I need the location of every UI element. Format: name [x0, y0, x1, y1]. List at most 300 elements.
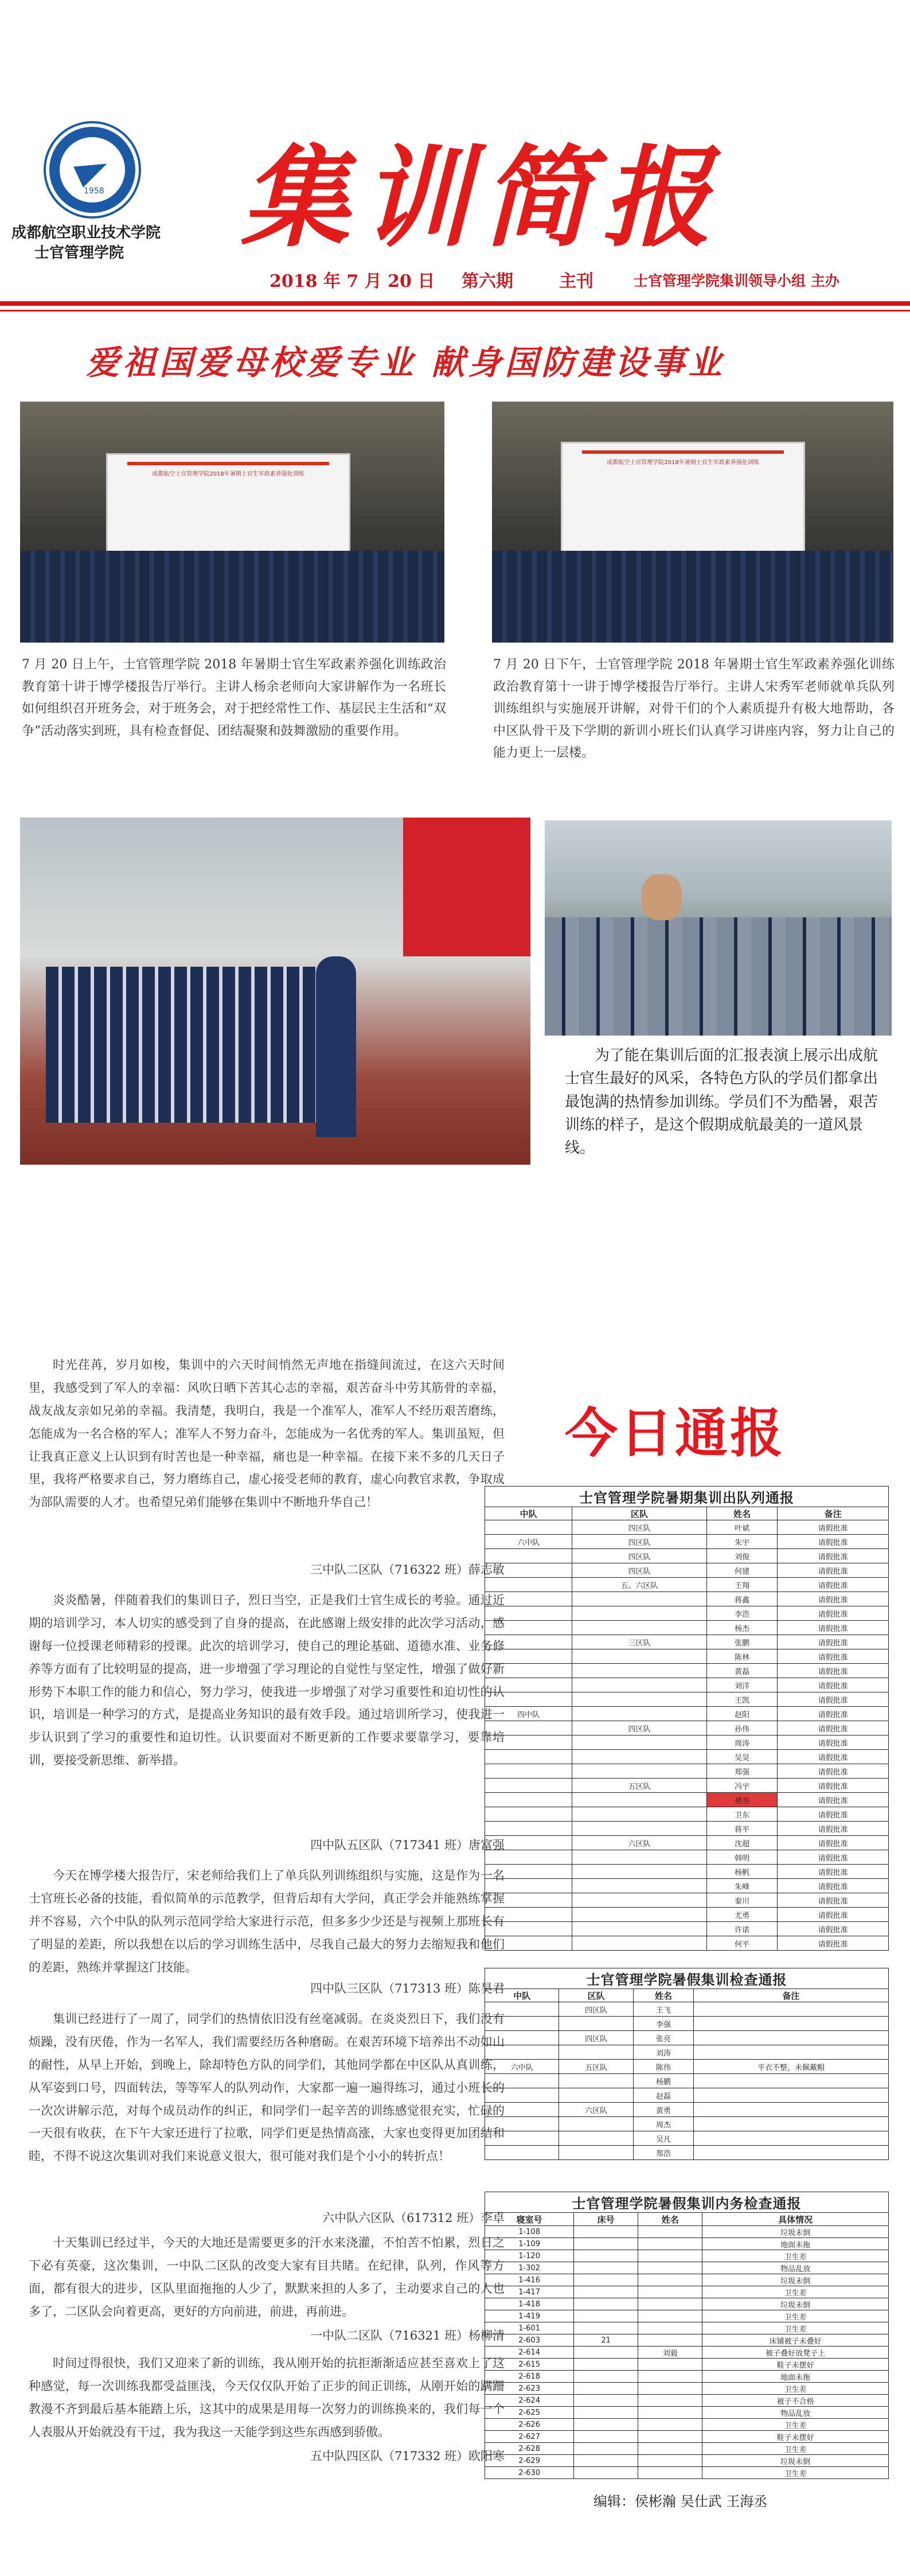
- table-row: [485, 1692, 889, 1707]
- table-cell: 杨帆: [706, 1865, 778, 1879]
- table-cell: [559, 2131, 633, 2146]
- table-row: [485, 1865, 889, 1879]
- table-cell: 床铺被子未叠好: [702, 2334, 889, 2347]
- issue-date: 2018 年 7 月 20 日: [270, 271, 435, 291]
- table-row: [485, 2274, 889, 2286]
- table-row: [485, 2419, 889, 2431]
- table-row: [485, 1779, 889, 1793]
- editors: 编辑：侯彬瀚 吴仕武 王海丞: [593, 2493, 768, 2509]
- table-cell: 垃圾未倒: [702, 2298, 889, 2310]
- issue-type: 主刊: [559, 271, 593, 291]
- table-cell: 请假批准: [778, 1664, 889, 1678]
- table-cell: 1-601: [485, 2322, 574, 2334]
- table-cell: [485, 1649, 572, 1664]
- table-cell: 孙伟: [706, 1721, 778, 1736]
- table-cell: [485, 1865, 572, 1879]
- table-row: [485, 2250, 889, 2262]
- table-cell: 垃圾未倒: [702, 2455, 889, 2467]
- table-cell: 周涛: [706, 1736, 778, 1750]
- table-cell: [638, 2431, 702, 2443]
- table-cell: [559, 2017, 633, 2031]
- screen-text: 成都航空士官管理学院2018年暑期士官生军政素养强化训练: [152, 471, 304, 477]
- table-cell: [485, 1764, 572, 1779]
- table-title: 士官管理学院暑期集训出队列通报: [485, 1487, 889, 1507]
- table-cell: 陈伟: [633, 2060, 693, 2074]
- table-cell: [485, 1549, 572, 1563]
- table-cell: [485, 1592, 572, 1606]
- table-cell: 王翔: [706, 1578, 778, 1592]
- table-cell: 陈林: [706, 1649, 778, 1664]
- table-cell: 2-614: [485, 2347, 574, 2359]
- table-cell: [638, 2286, 702, 2298]
- table-row: [485, 2226, 889, 2238]
- table-cell: [485, 2031, 559, 2045]
- issue-number: 第六期: [462, 271, 513, 291]
- table-cell: [638, 2443, 702, 2455]
- table-cell: [559, 2074, 633, 2088]
- col-header: 备注: [694, 1989, 889, 2002]
- table-cell: [485, 1520, 572, 1535]
- table-cell: 请假批准: [778, 1606, 889, 1621]
- table-cell: 2-624: [485, 2395, 574, 2407]
- table-row: [485, 1936, 889, 1951]
- table-cell: [574, 2238, 638, 2250]
- table-cell: 李浩: [706, 1606, 778, 1621]
- table-row: [485, 1707, 889, 1721]
- table-cell: [574, 2322, 638, 2334]
- table-row: [485, 1592, 889, 1606]
- article-5: 十天集训已经过半，今天的大地还是需要更多的汗水来浇灌，不怕苦不怕累，烈日之下必有英豪，这次集训，一中队二区队的改变大家有目共睹。在纪律，队列，作风等方面，都有很大的进步，区队里面拖拖的人少了，默默来担的人多了，主动要求自己的人也多了，二区队会向着更高，更好的方向前进，前进，再前进。: [29, 2236, 505, 2318]
- table-cell: 六区队: [572, 1836, 707, 1850]
- table-cell: [572, 1707, 707, 1721]
- table-cell: 三区队: [572, 1635, 707, 1649]
- table-row: [485, 2322, 889, 2334]
- table-cell: [485, 1721, 572, 1736]
- table-row: [485, 2031, 889, 2045]
- table-cell: [638, 2407, 702, 2419]
- college-logo: [46, 123, 139, 216]
- table-cell: 王飞: [633, 2002, 693, 2017]
- table-row: [485, 1606, 889, 1621]
- table-row: [485, 1621, 889, 1635]
- table-cell: 何平: [706, 1936, 778, 1951]
- table-cell: 2-630: [485, 2467, 574, 2479]
- table-cell: 郑浩: [633, 2146, 693, 2160]
- table-row: [485, 2443, 889, 2455]
- slogan: 爱祖国爱母校爱专业 献身国防建设事业: [86, 343, 725, 382]
- table-cell: [574, 2262, 638, 2274]
- table-cell: [485, 1563, 572, 1578]
- table-cell: 郑强: [706, 1764, 778, 1779]
- caption-training: 为了能在集训后面的汇报表演上展示出成航士官生最好的风采，各特色方队的学员们都拿出最饱满的热情参加训练。学员们不为酷暑，艰苦训练的样子，是这个假期成航最美的一道风景线。: [565, 1047, 878, 1157]
- table-cell: [574, 2407, 638, 2419]
- article-6: 时间过得很快，我们又迎来了新的训练，我从刚开始的抗拒渐渐适应甚至喜欢上了这种感觉，每一次训练我都受益匪浅，今天仅仅队开始了正步的间正训练，从刚开始的蹒跚教漫不齐到最后基本能踏上乐，这其中的成果是用每一次努力的训练换来的，我们每一个人表服从开始就没有干过，我为我这一天能学到这些东西感到骄傲。: [29, 2356, 505, 2439]
- table-cell: [572, 1865, 707, 1879]
- table-cell: 张鹏: [706, 1635, 778, 1649]
- table-row: [485, 1822, 889, 1836]
- table-row: [485, 2383, 889, 2395]
- table-cell: [638, 2455, 702, 2467]
- header-divider: [0, 301, 910, 306]
- table-cell: 朱峰: [706, 1879, 778, 1893]
- table-cell: 四区队: [572, 1549, 707, 1563]
- col-header: 中队: [485, 1507, 572, 1520]
- table-row: [485, 1678, 889, 1692]
- table-cell: 1-416: [485, 2274, 574, 2286]
- table-row: [485, 1807, 889, 1822]
- article-3: 今天在博学楼大报告厅，宋老师给我们上了单兵队列训练组织与实施，这是作为一名士官班长必备的技能，看似简单的示范教学，但背后却有大学问，真正学会并能熟练掌握并不容易，六个中队的队列示范同学给大家进行示范，但多多少少还是与视频上那班长有了明显的差距，所以我想在以后的学习训练生活中，尽我自己最大的努力去缩短我和他们的差距，熟练并掌握这门技能。: [29, 1869, 505, 1974]
- table-cell: [574, 2250, 638, 2262]
- table-cell: 卫生差: [702, 2419, 889, 2431]
- table-cell: [485, 1922, 572, 1936]
- table-row: [485, 1908, 889, 1922]
- table-row: [485, 1649, 889, 1664]
- table-cell: 请假批准: [778, 1649, 889, 1664]
- table-cell: 李强: [633, 2017, 693, 2031]
- col-header: 备注: [778, 1507, 889, 1520]
- table-cell: 1-418: [485, 2298, 574, 2310]
- table-cell: 请假批准: [778, 1578, 889, 1592]
- table-cell: 请假批准: [778, 1535, 889, 1549]
- table-cell: [485, 2146, 559, 2160]
- table-cell: 四区队: [572, 1520, 707, 1535]
- table-row: [485, 2431, 889, 2443]
- table-cell: [694, 2131, 889, 2146]
- table-cell: [638, 2359, 702, 2371]
- table-row: [485, 2407, 889, 2419]
- table-cell: 地面未拖: [702, 2238, 889, 2250]
- table-cell: 请假批准: [778, 1635, 889, 1649]
- table-cell: 1-417: [485, 2286, 574, 2298]
- table-cell: [572, 1822, 707, 1836]
- table-cell: 请假批准: [778, 1592, 889, 1606]
- table-cell: [574, 2226, 638, 2238]
- today-bulletin-title: 今日通报: [565, 1403, 786, 1464]
- table-cell: 请假批准: [778, 1764, 889, 1779]
- table-cell: [574, 2298, 638, 2310]
- college-name: 士官管理学院: [34, 244, 124, 262]
- table-row: [485, 1664, 889, 1678]
- table-cell: 六中队: [485, 2060, 559, 2074]
- table-cell: 2-626: [485, 2419, 574, 2431]
- table-cell: 六区队: [559, 2103, 633, 2117]
- table-row: [485, 1893, 889, 1908]
- table-cell: [485, 2002, 559, 2017]
- table-cell: [694, 2017, 889, 2031]
- inspection-table: [485, 1968, 889, 2160]
- table-cell: 赵阳: [706, 1707, 778, 1721]
- table-cell: [574, 2371, 638, 2383]
- table-cell: 许诺: [706, 1922, 778, 1936]
- article-2-sign: 四中队五区队（717341 班）唐富强: [310, 1838, 505, 1852]
- table-title: 士官管理学院暑假集训检查通报: [485, 1968, 889, 1989]
- table-cell: 卫东: [706, 1807, 778, 1822]
- table-row: [485, 2017, 889, 2031]
- table-cell: [485, 1779, 572, 1793]
- table-cell: [572, 1879, 707, 1893]
- table-cell: 请假批准: [778, 1850, 889, 1865]
- table-row: [485, 2347, 889, 2359]
- article-3-sign: 四中队三区队（717313 班）陈昊君: [310, 1982, 505, 1995]
- table-row: [485, 1850, 889, 1865]
- table-cell: [572, 1736, 707, 1750]
- table-row: [485, 1520, 889, 1535]
- table-cell: 五区队: [572, 1779, 707, 1793]
- article-4-sign: 六中队六区队（617312 班）李卓: [322, 2211, 505, 2225]
- table-cell: 地面未拖: [702, 2371, 889, 2383]
- table-cell: [572, 1592, 707, 1606]
- table-cell: [574, 2419, 638, 2431]
- table-cell: [572, 1678, 707, 1692]
- table-cell: [485, 1893, 572, 1908]
- col-header: 姓名: [633, 1989, 693, 2002]
- table-cell: [485, 1578, 572, 1592]
- table-cell: 请假批准: [778, 1793, 889, 1807]
- col-header: 区队: [572, 1507, 707, 1520]
- table-cell: 张亮: [633, 2031, 693, 2045]
- table-row: [485, 1535, 889, 1549]
- table-cell: [572, 1850, 707, 1865]
- table-row: [485, 2103, 889, 2117]
- table-cell: [485, 2131, 559, 2146]
- table-cell: 鞋子未摆好: [702, 2431, 889, 2443]
- table-cell: [574, 2383, 638, 2395]
- table-cell: [638, 2395, 702, 2407]
- article-6-sign: 五中队四区队（717332 班）欧阳寒: [310, 2449, 505, 2463]
- table-cell: 黄勇: [633, 2103, 693, 2117]
- table-cell: 蒋鑫: [706, 1592, 778, 1606]
- table-cell: 五、六区队: [572, 1578, 707, 1592]
- table-cell: [485, 1664, 572, 1678]
- header-divider-thin: [0, 310, 910, 312]
- article-5-sign: 一中队二区队（716321 班）杨柳清: [310, 2329, 505, 2342]
- table-row: [485, 2002, 889, 2017]
- table-cell: 杨杰: [706, 1621, 778, 1635]
- table-cell: 请假批准: [778, 1908, 889, 1922]
- table-cell: [574, 2347, 638, 2359]
- table-cell: 请假批准: [778, 1736, 889, 1750]
- table-cell: 物品乱放: [702, 2407, 889, 2419]
- table-cell: 刘洋: [706, 1678, 778, 1692]
- table-cell: 请假批准: [778, 1678, 889, 1692]
- table-cell: [572, 1649, 707, 1664]
- table-row: [485, 1549, 889, 1563]
- table-cell: [485, 2088, 559, 2103]
- table-cell: 四区队: [559, 2031, 633, 2045]
- col-header: 姓名: [638, 2213, 702, 2226]
- table-cell: 请假批准: [778, 1822, 889, 1836]
- table-row: [485, 2074, 889, 2088]
- article-2: 炎炎酷暑，伴随着我们的集训日子，烈日当空，正是我们士官生成长的考验。通过近期的培训学习，本人切实的感受到了自身的提高，在此感谢上级安排的此次学习活动，感谢每一位授课老师精彩的授课。此次的培训学习，使自己的理论基础、道德水准、业务修养等方面有了比较明显的提高，进一步增强了学习理论的自觉性与坚定性，增强了做好新形势下本职工作的能力和信心，努力学习，使我进一步增强了对学习重要性和迫切性的认识，培训是一种学习的方式，是提高业务知识的最有效手段。通过培训所学习，使我进一步认识到了学习的重要性和迫切性。认识要面对不断更新的工作要求要靠学习，要靠培训，要接受新思维、新举措。: [29, 1593, 505, 1768]
- table-cell: [694, 2045, 889, 2060]
- table-cell: [485, 1908, 572, 1922]
- table-cell: 被子叠好放凳子上: [702, 2347, 889, 2359]
- table-cell: [485, 1936, 572, 1951]
- col-header: 床号: [574, 2213, 638, 2226]
- table-cell: 刘毅: [638, 2347, 702, 2359]
- table-cell: [572, 1621, 707, 1635]
- lecture-photo-1: [20, 402, 444, 643]
- table-cell: 请假批准: [778, 1936, 889, 1951]
- table-cell: 2-618: [485, 2371, 574, 2383]
- table-cell: 沈超: [706, 1836, 778, 1850]
- table-cell: 何建: [706, 1563, 778, 1578]
- table-cell: [638, 2334, 702, 2347]
- newsletter-title: 集训简报: [241, 134, 723, 262]
- table-cell: [694, 2103, 889, 2117]
- table-cell: 王凯: [706, 1692, 778, 1707]
- table-cell: 1-419: [485, 2310, 574, 2322]
- training-photo: [545, 820, 892, 1036]
- table-cell: [485, 1678, 572, 1692]
- table-cell: 请假批准: [778, 1692, 889, 1707]
- table-cell: 2-628: [485, 2443, 574, 2455]
- table-row: [485, 1578, 889, 1592]
- table-cell: 五区队: [559, 2060, 633, 2074]
- table-cell: [485, 2117, 559, 2131]
- logo-year: 1958: [84, 186, 104, 196]
- school-name: 成都航空职业技术学院: [11, 224, 161, 242]
- table-row: [485, 2298, 889, 2310]
- table-row: [485, 2146, 889, 2160]
- caption-photo-1: 7 月 20 日上午，士官管理学院 2018 年暑期士官生军政素养强化训练政治教育第十讲于博学楼报告厅举行。主讲人杨余老师向大家讲解作为一名班长如何组织召开班务会，对于班务会，对于把经常性工作、基层民主生活和“双争”活动落实到班，具有检查督促、团结凝聚和鼓舞激励的重要作用。: [22, 657, 446, 738]
- table-cell: [638, 2322, 702, 2334]
- table-row: [485, 2334, 889, 2347]
- table-row: [485, 2455, 889, 2467]
- table-cell: [485, 1736, 572, 1750]
- table-cell: 四区队: [572, 1563, 707, 1578]
- col-header: 姓名: [706, 1507, 778, 1520]
- table-cell: [572, 1764, 707, 1779]
- table-cell: 四中队: [485, 1707, 572, 1721]
- screen-text: 成都航空士官管理学院2018年暑期士官生军政素养强化训练: [607, 460, 759, 466]
- table-cell: [694, 2088, 889, 2103]
- table-row: [485, 2310, 889, 2322]
- table-row: [485, 1736, 889, 1750]
- table-cell: [638, 2383, 702, 2395]
- table-row: [485, 1750, 889, 1764]
- table-cell: 请假批准: [778, 1865, 889, 1879]
- table-cell: [638, 2310, 702, 2322]
- table-cell: [572, 1893, 707, 1908]
- table-row: [485, 1764, 889, 1779]
- table-cell: 刘涛: [633, 2045, 693, 2060]
- table-cell: 杨鹏: [633, 2074, 693, 2088]
- table-cell: 请假批准: [778, 1879, 889, 1893]
- table-cell: 请假批准: [778, 1563, 889, 1578]
- table-cell: 物品乱放: [702, 2262, 889, 2274]
- table-cell: [485, 1606, 572, 1621]
- table-cell: 请假批准: [778, 1836, 889, 1850]
- col-header: 区队: [559, 1989, 633, 2002]
- table-row: [485, 1563, 889, 1578]
- table-cell: [572, 1807, 707, 1822]
- table-cell: [572, 1750, 707, 1764]
- table-cell: 卫生差: [702, 2286, 889, 2298]
- table-cell: [574, 2467, 638, 2479]
- table-cell: [572, 1908, 707, 1922]
- table-cell: 请假批准: [778, 1922, 889, 1936]
- table-cell: 韩明: [706, 1850, 778, 1865]
- table-cell: [572, 1692, 707, 1707]
- table-cell: [559, 2045, 633, 2060]
- table-row: [485, 2060, 889, 2074]
- table-row: [485, 2262, 889, 2274]
- table-cell: 2-627: [485, 2431, 574, 2443]
- table-cell: [574, 2443, 638, 2455]
- table-cell: [559, 2146, 633, 2160]
- table-cell: 请假批准: [778, 1779, 889, 1793]
- table-cell: 2-615: [485, 2359, 574, 2371]
- table-cell: 1-120: [485, 2250, 574, 2262]
- table-title: 士官管理学院暑假集训内务检查通报: [485, 2192, 889, 2213]
- table-cell: 四区队: [572, 1721, 707, 1736]
- table-cell: 卫生差: [702, 2467, 889, 2479]
- table-row: [485, 2088, 889, 2103]
- table-cell: [572, 1922, 707, 1936]
- table-cell: 卫生差: [702, 2383, 889, 2395]
- table-row: [485, 1635, 889, 1649]
- table-cell: 请假批准: [778, 1549, 889, 1563]
- table-cell: [485, 2017, 559, 2031]
- table-cell: 黄磊: [706, 1664, 778, 1678]
- table-cell: 六中队: [485, 1535, 572, 1549]
- table-row: [485, 1836, 889, 1850]
- table-cell: [572, 1606, 707, 1621]
- table-cell: [574, 2286, 638, 2298]
- table-cell: [485, 1836, 572, 1850]
- table-cell: 平衣不整，未佩戴帽: [694, 2060, 889, 2074]
- table-cell: 吴凡: [633, 2131, 693, 2146]
- caption-photo-2: 7 月 20 日下午，士官管理学院 2018 年暑期士官生军政素养强化训练政治教育第十一讲于博学楼报告厅举行。主讲人宋秀军老师就单兵队列训练组织与实施展开讲解，对骨干们的个人素质提升有极大地帮助，各中区队骨干及下学期的新训小班长们认真学习讲座内容，努力让自己的能力更上一层楼。: [493, 657, 895, 760]
- table-cell: 请假批准: [778, 1750, 889, 1764]
- table-cell: 冯宇: [706, 1779, 778, 1793]
- table-cell: [638, 2419, 702, 2431]
- table-cell: [638, 2238, 702, 2250]
- col-header: 寝室号: [485, 2213, 574, 2226]
- table-cell: 2-623: [485, 2383, 574, 2395]
- table-cell: 请假批准: [778, 1520, 889, 1535]
- table-cell: [694, 2146, 889, 2160]
- article-1: 时光荏苒，岁月如梭，集训中的六天时间悄然无声地在指缝间流过，在这六天时间里，我感受到了军人的幸福：风吹日晒下苦其心志的幸福，艰苦奋斗中劳其筋骨的幸福，战友战友亲如兄弟的幸福。我清楚，我明白，我是一个准军人，准军人不经历艰苦磨练，怎能成为一名合格的军人；准军人不努力奋斗，怎能成为一名优秀的军人。集训虽短，但让我真正意义上认识到有时苦也是一种幸福，痛也是一种幸福。在接下来不多的几天日子里，我将严格要求自己，努力磨练自己，虚心接受老师的教育，虚心向教官求教，争取成为部队需要的人才。也希望兄弟们能够在集训中不断地升华自己！: [29, 1358, 505, 1509]
- table-cell: [485, 2103, 559, 2117]
- table-cell: [559, 2117, 633, 2131]
- table-cell: [638, 2262, 702, 2274]
- table-cell: 四区队: [559, 2002, 633, 2017]
- table-row: [485, 2045, 889, 2060]
- table-cell: [572, 1936, 707, 1951]
- table-cell: [574, 2431, 638, 2443]
- table-row: [485, 2467, 889, 2479]
- table-cell: 2-625: [485, 2407, 574, 2419]
- table-cell: [574, 2310, 638, 2322]
- table-cell: [638, 2274, 702, 2286]
- table-cell: [485, 1850, 572, 1865]
- table-cell: 尤勇: [706, 1908, 778, 1922]
- table-cell: 垃圾未倒: [702, 2274, 889, 2286]
- issue-host: 士官管理学院集训领导小组 主办: [634, 273, 839, 289]
- table-cell: 周杰: [633, 2117, 693, 2131]
- table-row: [485, 2286, 889, 2298]
- table-cell: 1-302: [485, 2262, 574, 2274]
- table-cell: [638, 2226, 702, 2238]
- col-header: 具体情况: [702, 2213, 889, 2226]
- table-row: [485, 2238, 889, 2250]
- table-cell: [694, 2117, 889, 2131]
- table-cell: [559, 2088, 633, 2103]
- table-cell: [572, 1664, 707, 1678]
- table-cell: 秦川: [706, 1893, 778, 1908]
